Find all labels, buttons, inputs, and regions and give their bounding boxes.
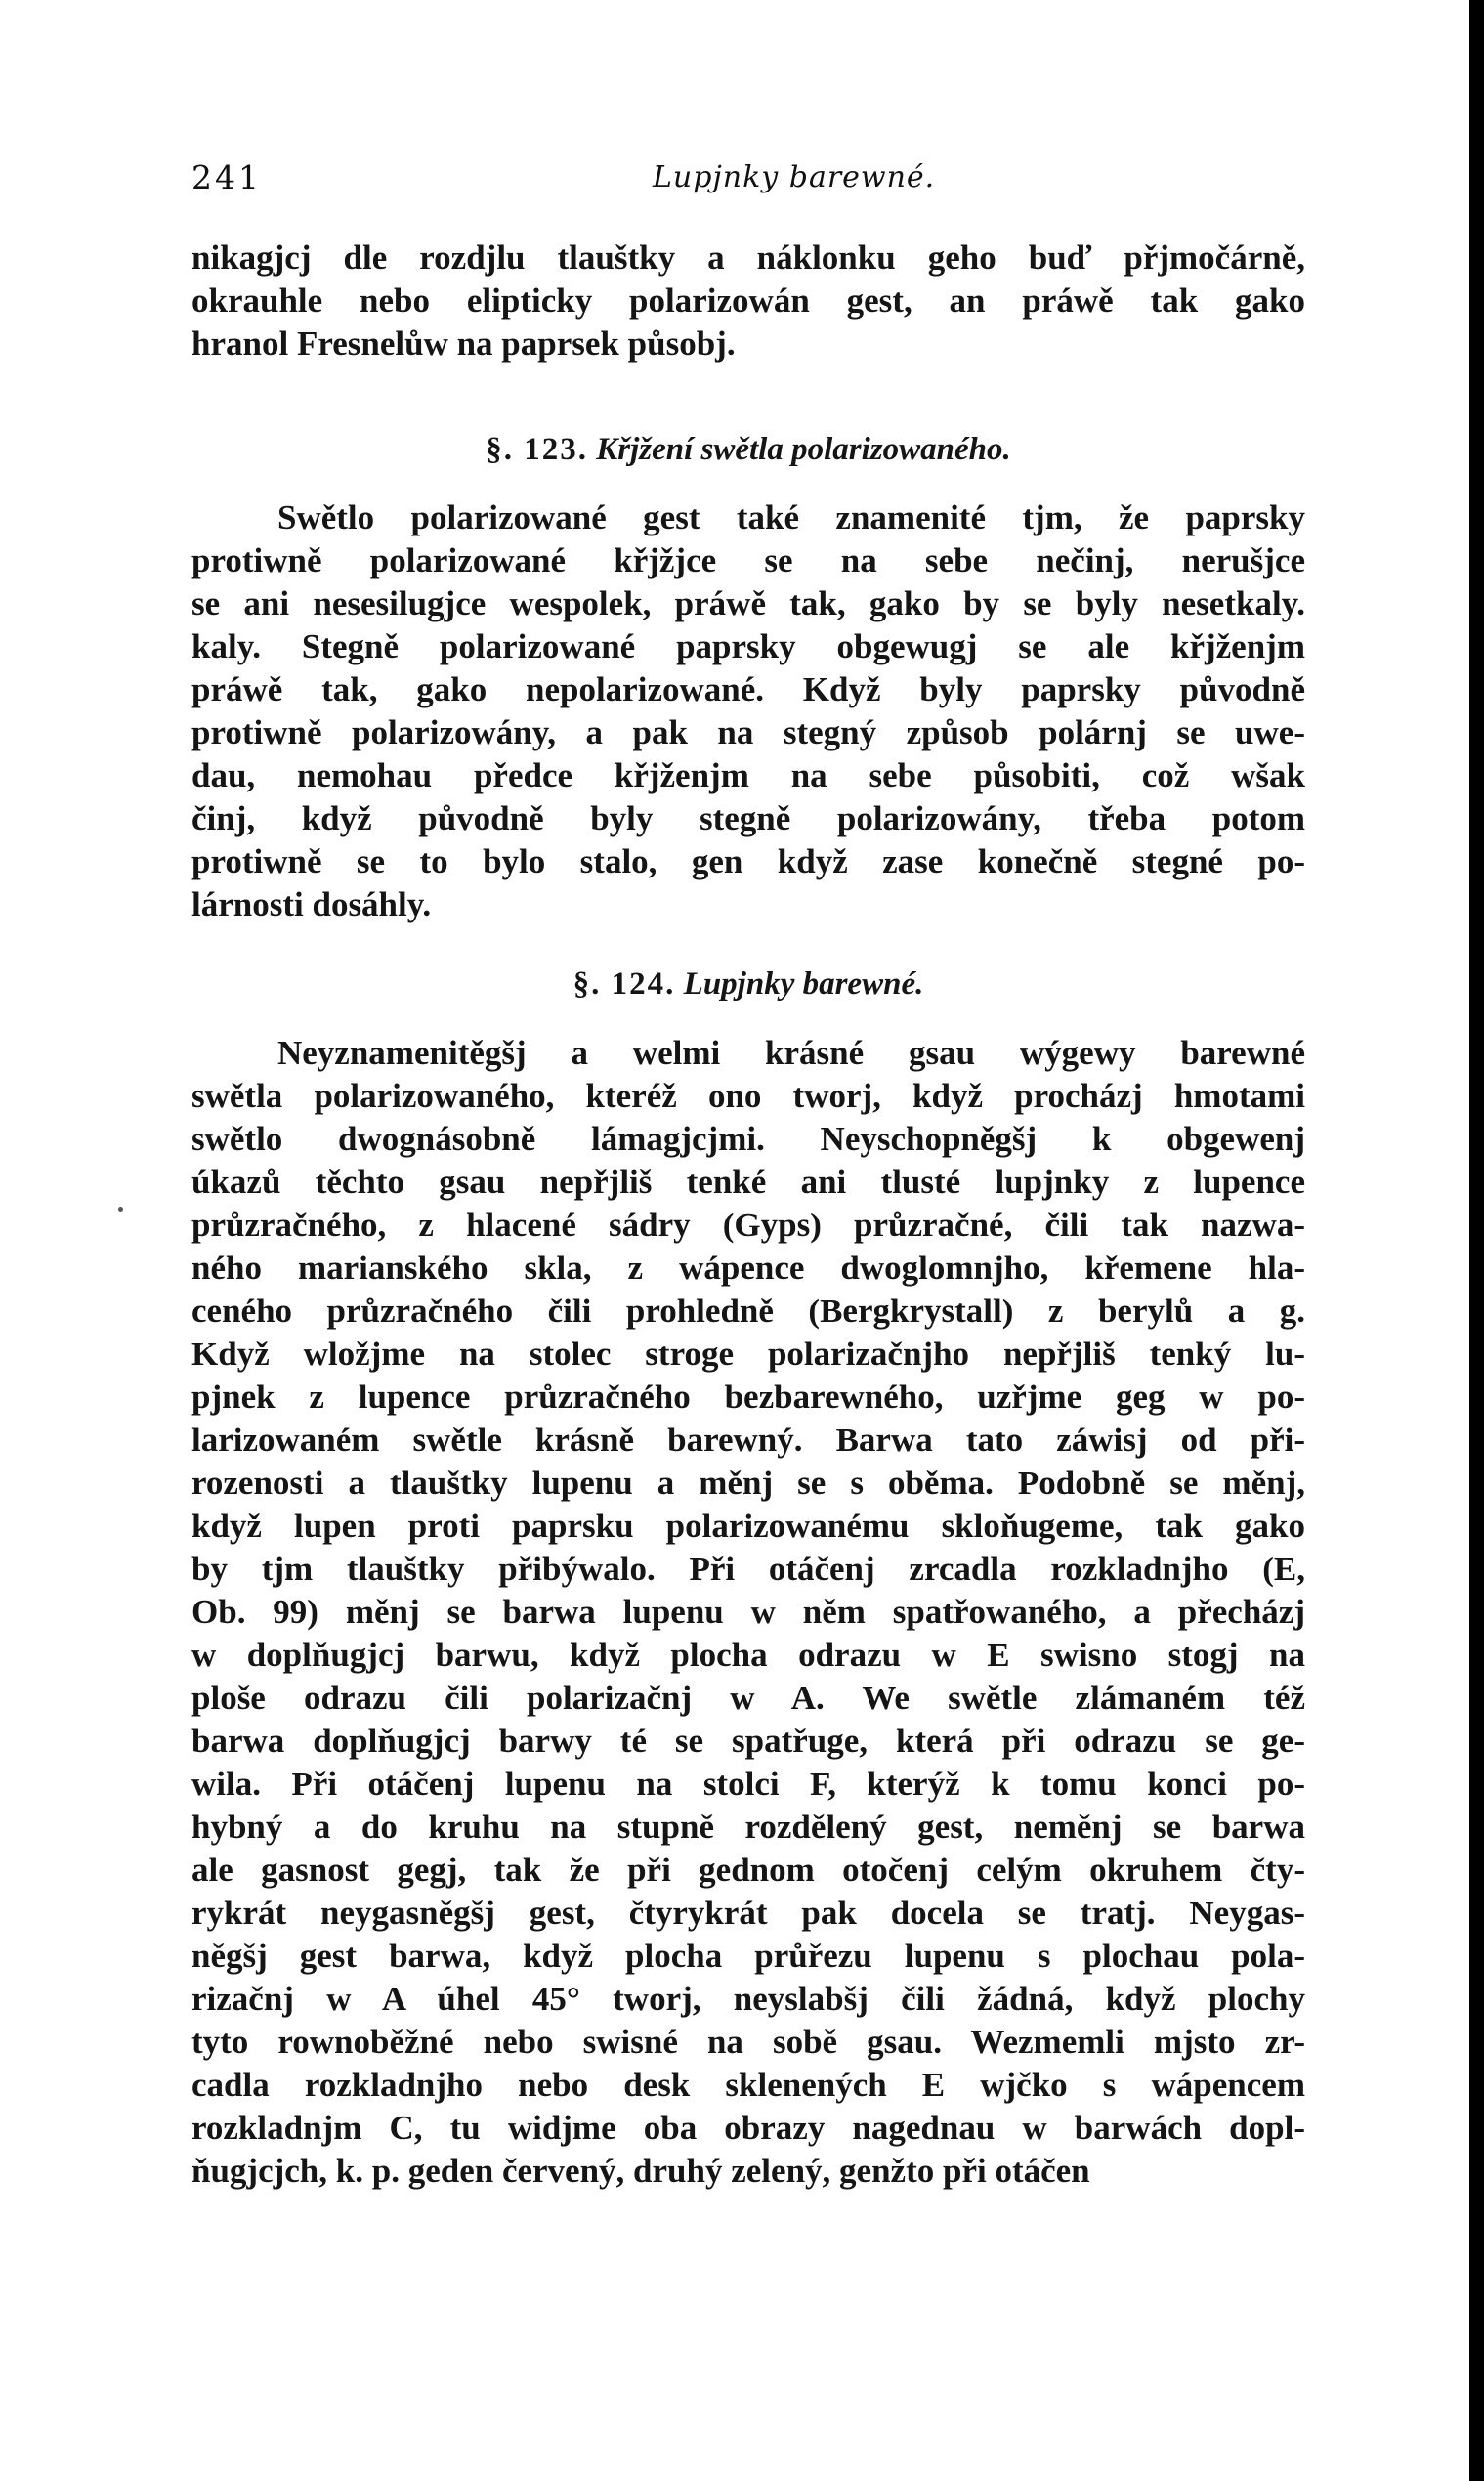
text-line: dau, nemohau předce křjženjm na sebe působiti, což wšak bbox=[191, 756, 1305, 794]
text-line: swětla polarizowaného, kteréž ono tworj, když procházj hmotami bbox=[191, 1077, 1305, 1115]
text-line: swětlo dwognásobně lámagjcjmi. Neyschopněgšj k obgewenj bbox=[191, 1120, 1305, 1158]
text-line: ale gasnost gegj, tak že při gednom otočenj celým okruhem čty- bbox=[191, 1851, 1305, 1889]
section-number: §. 124. bbox=[572, 966, 676, 1002]
text-line: kaly. Stegně polarizowané paprsky obgewugj se ale křjženjm bbox=[191, 627, 1305, 665]
text-line: tyto rownoběžné nebo swisné na sobě gsau. Wezmemli mjsto zr- bbox=[191, 2023, 1305, 2061]
text-line: okrauhle nebo elipticky polarizowán gest, an práwě tak gako bbox=[191, 281, 1305, 320]
text-line: ploše odrazu čili polarizačnj w A. We swětle zlámaném též bbox=[191, 1679, 1305, 1717]
text-line: se ani nesesilugjce wespolek, práwě tak, gako by se byly nesetkaly. bbox=[191, 584, 1305, 622]
text-line: průzračného, z hlacené sádry (Gyps) průzračné, čili tak nazwa- bbox=[191, 1206, 1305, 1244]
text-line: protiwně polarizowané křjžjce se na sebe nečinj, nerušjce bbox=[191, 541, 1305, 579]
text-line: rizačnj w A úhel 45° tworj, neyslabšj čili žádná, když plochy bbox=[191, 1980, 1305, 2018]
text-line: pjnek z lupence průzračného bezbarewného, uzřjme geg w po- bbox=[191, 1378, 1305, 1416]
text-line: by tjm tlauštky přibýwalo. Při otáčenj zrcadla rozkladnjho (E, bbox=[191, 1550, 1305, 1588]
section-124-heading bbox=[191, 962, 1305, 1005]
text-line: práwě tak, gako nepolarizowané. Když byly paprsky původně bbox=[191, 670, 1305, 708]
text-line: barwa doplňugjcj barwy té se spatřuge, která při odrazu se ge- bbox=[191, 1722, 1305, 1760]
text-line: hybný a do kruhu na stupně rozdělený gest, neměnj se barwa bbox=[191, 1808, 1305, 1846]
section-123-heading bbox=[191, 428, 1305, 471]
text-line: Když wložjme na stolec stroge polarizačnjho nepřjliš tenký lu- bbox=[191, 1335, 1305, 1373]
text-line: nikagjcj dle rozdjlu tlauštky a náklonku geho buď přjmočárně, bbox=[191, 238, 1305, 277]
page-number: 241 bbox=[191, 158, 262, 196]
text-line: ňugjcjch, k. p. geden červený, druhý zelený, genžto při otáčen bbox=[191, 2152, 1090, 2190]
text-line: ceného průzračného čili prohledně (Bergkrystall) z berylů a g. bbox=[191, 1292, 1305, 1330]
text-line: ného marianského skla, z wápence dwoglomnjho, křemene hla- bbox=[191, 1249, 1305, 1287]
section-title: Lupjnky barewné. bbox=[683, 966, 924, 1002]
scan-speck bbox=[118, 1207, 123, 1212]
text-line: činj, když původně byly stegně polarizowány, třeba potom bbox=[191, 799, 1305, 837]
page-header bbox=[191, 158, 1293, 201]
text-line: Ob. 99) měnj se barwa lupenu w něm spatřowaného, a přecházj bbox=[191, 1593, 1305, 1631]
text-line: když lupen proti paprsku polarizowanému skloňugeme, tak gako bbox=[191, 1507, 1305, 1545]
running-head: Lupjnky barewné. bbox=[653, 160, 936, 194]
text-line: Swětlo polarizowané gest také znamenité tjm, že paprsky bbox=[277, 498, 1305, 536]
text-line: cadla rozkladnjho nebo desk sklenených E wjčko s wápencem bbox=[191, 2066, 1305, 2104]
text-line: rozenosti a tlauštky lupenu a měnj se s oběma. Podobně se měnj, bbox=[191, 1464, 1305, 1502]
text-line: w doplňugjcj barwu, když plocha odrazu w E swisno stogj na bbox=[191, 1636, 1305, 1674]
text-line: něgšj gest barwa, když plocha průřezu lupenu s plochau pola- bbox=[191, 1937, 1305, 1975]
text-line: rykrát neygasněgšj gest, čtyrykrát pak docela se tratj. Neygas- bbox=[191, 1894, 1305, 1932]
text-line: rozkladnjm C, tu widjme oba obrazy nagednau w barwách dopl- bbox=[191, 2109, 1305, 2147]
scan-border bbox=[1469, 0, 1484, 2481]
text-line: hranol Fresnelůw na paprsek působj. bbox=[191, 324, 736, 363]
section-number: §. 123. bbox=[486, 432, 588, 467]
text-line: protiwně polarizowány, a pak na stegný způsob polárnj se uwe- bbox=[191, 713, 1305, 751]
text-line: lárnosti dosáhly. bbox=[191, 885, 432, 923]
text-line: úkazů těchto gsau nepřjliš tenké ani tlusté lupjnky z lupence bbox=[191, 1163, 1305, 1201]
text-line: larizowaném swětle krásně barewný. Barwa tato záwisj od při- bbox=[191, 1421, 1305, 1459]
section-title: Křjžení swětla polarizowaného. bbox=[596, 432, 1011, 467]
text-line: Neyznamenitěgšj a welmi krásné gsau wýgewy barewné bbox=[277, 1034, 1305, 1072]
text-line: wila. Při otáčenj lupenu na stolci F, kterýž k tomu konci po- bbox=[191, 1765, 1305, 1803]
text-line: protiwně se to bylo stalo, gen když zase konečně stegné po- bbox=[191, 842, 1305, 880]
